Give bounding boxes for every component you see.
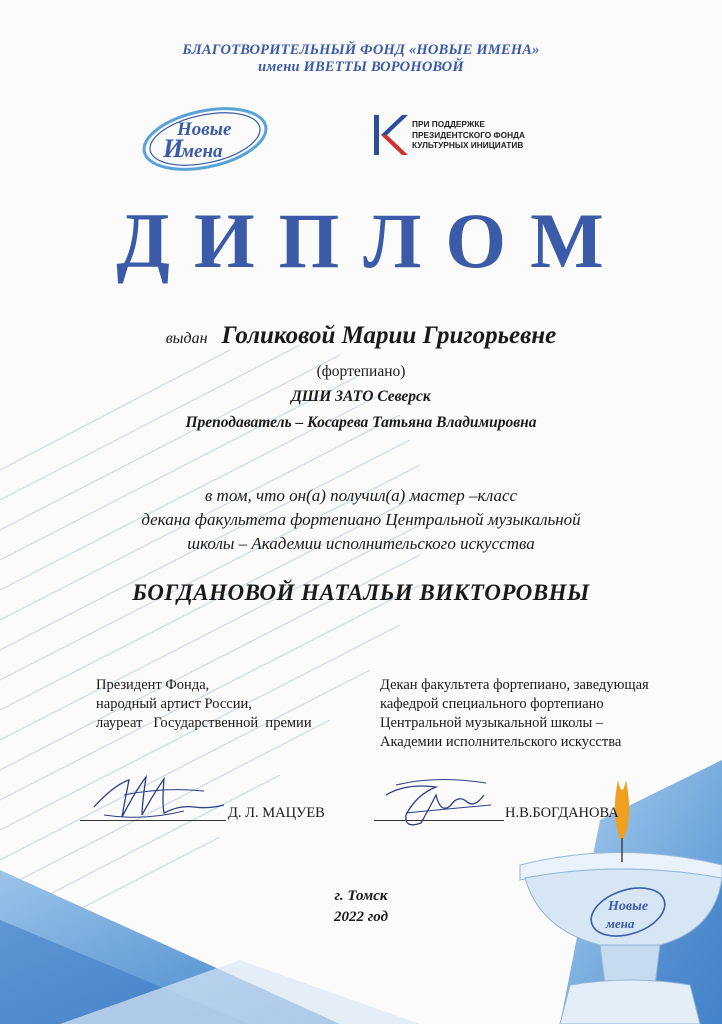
left-signatory-name: Д. Л. МАЦУЕВ	[228, 805, 325, 821]
masterclass-text	[0, 484, 722, 556]
foundation-line1: БЛАГОТВОРИТЕЛЬНЫЙ ФОНД «НОВЫЕ ИМЕНА»	[182, 42, 540, 58]
pfki-line1: ПРИ ПОДДЕРЖКЕ	[412, 119, 485, 129]
recipient-name: Голиковой Марии Григорьевне	[221, 322, 557, 349]
pfki-text	[412, 119, 525, 151]
foundation-line2: имени ИВЕТТЫ ВОРОНОВОЙ	[258, 59, 464, 75]
svg-text:мена: мена	[606, 916, 635, 931]
masterclass-line1: в том, что он(а) получил(а) мастер –класс	[204, 486, 518, 505]
right-title-line1: Декан факультета фортепиано, заведующая	[380, 677, 649, 693]
pfki-line3: КУЛЬТУРНЫХ ИНИЦИАТИВ	[412, 140, 524, 150]
pfki-logo	[372, 113, 572, 159]
pfki-line2: ПРЕЗИДЕНТСКОГО ФОНДА	[412, 129, 525, 140]
year: 2022 год	[333, 909, 389, 925]
issued-line	[0, 322, 722, 350]
right-signatory-name: Н.В.БОГДАНОВА	[505, 805, 619, 821]
left-title-line3: лауреат Государственной премии	[96, 715, 312, 731]
left-title-line1: Президент Фонда,	[96, 677, 210, 693]
master-name: БОГДАНОВОЙ НАТАЛЬИ ВИКТОРОВНЫ	[132, 580, 590, 605]
masterclass-line2: декана факультета фортепиано Центральной музыкальной	[141, 510, 581, 529]
place-date	[0, 886, 722, 928]
city: г. Томск	[334, 888, 388, 904]
left-signatory-title	[96, 676, 312, 733]
svg-text:Новые: Новые	[608, 899, 649, 914]
diploma-title: ДИПЛОМ	[116, 197, 628, 284]
instrument: (фортепиано)	[316, 363, 406, 380]
svg-text:Новые: Новые	[177, 119, 232, 140]
svg-text:И: И	[163, 134, 184, 163]
right-signatory-title	[380, 676, 649, 752]
right-title-line3: Центральной музыкальной школы –	[380, 715, 604, 731]
pfki-mark-icon	[372, 113, 410, 159]
masterclass-line3: школы – Академии исполнительского искусства	[187, 534, 535, 553]
foundation-header	[0, 42, 722, 76]
left-title-line2: народный артист России,	[96, 696, 252, 712]
issued-label: выдан	[165, 330, 208, 347]
svg-text:мена: мена	[181, 141, 223, 162]
right-title-line2: кафедрой специального фортепиано	[380, 696, 604, 712]
school: ДШИ ЗАТО Северск	[291, 388, 431, 405]
teacher: Преподаватель – Косарева Татьяна Владимировна	[185, 414, 537, 431]
right-title-line4: Академии исполнительского искусства	[380, 734, 622, 750]
new-names-logo	[133, 103, 273, 173]
left-signature-scribble	[84, 765, 234, 835]
right-signature-scribble	[376, 765, 506, 840]
